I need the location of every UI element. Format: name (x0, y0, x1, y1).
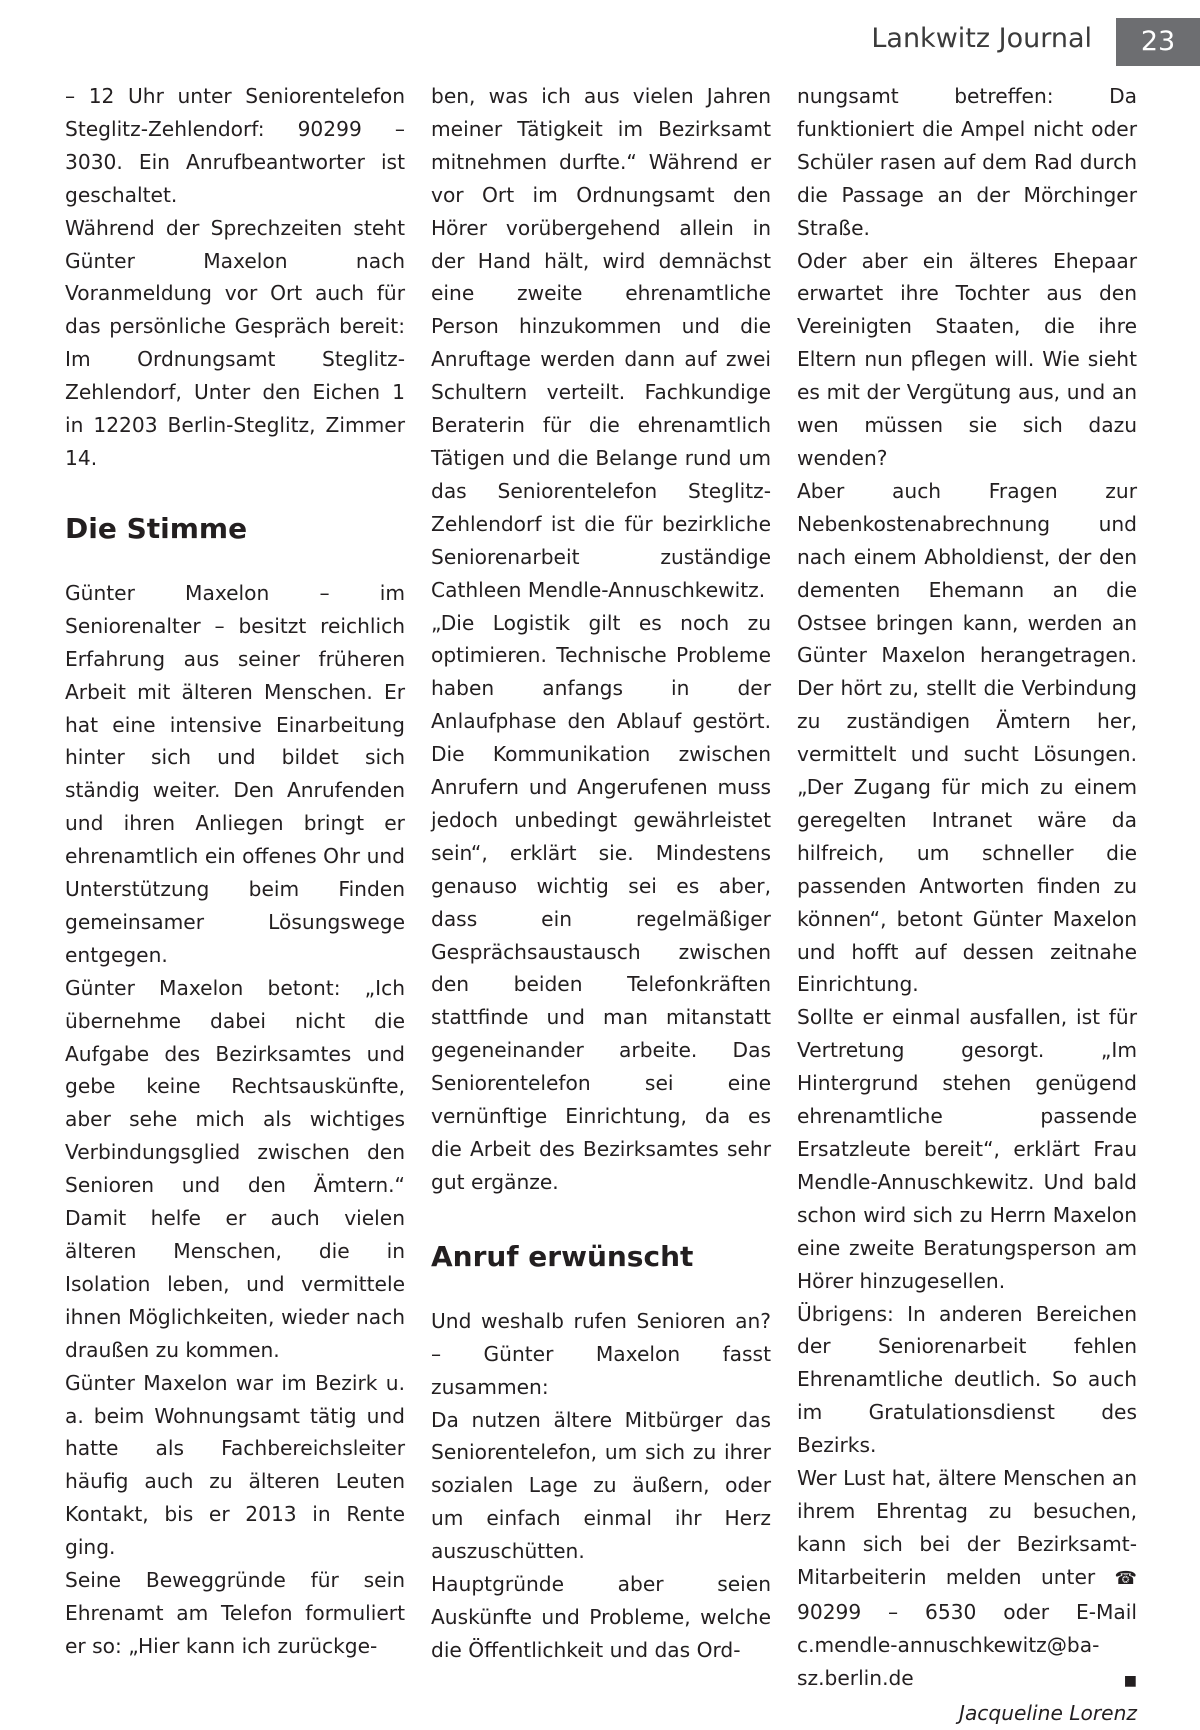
paragraph: nungsamt betreffen: Da funktioniert die Ampel nicht oder Schüler rasen auf dem Rad durch die Passage an der Mörchinger Straße. (797, 84, 1137, 240)
email-tail[interactable]: sz.berlin.de (797, 1665, 914, 1690)
paragraph: Oder aber ein älteres Ehepaar erwartet ihre Tochter aus den Vereinigten Staaten, die ihre Eltern nun pflegen will. Wie sieht es mit der Vergütung aus, und an wen müssen sie sich dazu wenden? (797, 248, 1137, 470)
article-column-1 (65, 80, 405, 1663)
paragraph: Übrigens: In anderen Bereichen der Seniorenarbeit fehlen Ehrenamtliche deutlich. So auch im Gratulationsdienst des Bezirks. (797, 1301, 1137, 1458)
article-column-3 (797, 80, 1137, 1730)
paragraph: Seine Beweggründe für sein Ehrenamt am Telefon formuliert er so: „Hier kann ich zurückge- (65, 1568, 405, 1658)
paragraph: Günter Maxelon betont: „Ich übernehme dabei nicht die Aufgabe des Bezirksamtes und gebe keine Rechtsauskünfte, aber sehe mich als wichtiges Verbindungsglied zwischen den Senioren und den Ämtern.“ Damit helfe er auch vielen älteren Menschen, die in Isolation leben, und vermittele ihnen Möglichkeiten, wieder nach draußen zu kommen. (65, 975, 405, 1362)
contact-details: 90299 – 6530 oder E-Mail c.mendle-annuschkewitz@ba- (797, 1599, 1137, 1657)
paragraph: Da nutzen ältere Mitbürger das Seniorentelefon, um sich zu ihrer sozialen Lage zu äußern, oder um einfach einmal ihr Herz auszuschütten. (431, 1407, 771, 1564)
section-heading-die-stimme: Die Stimme (65, 511, 248, 545)
article-column-2 (431, 80, 771, 1667)
journal-title: Lankwitz Journal (871, 23, 1092, 54)
paragraph: – 12 Uhr unter Seniorentelefon Steglitz-Zehlendorf: 90299 – 3030. Ein Anrufbeantworter ist geschaltet. (65, 84, 405, 207)
contact-email-end (797, 1662, 1137, 1698)
section-heading-anruf-erwuenscht: Anruf erwünscht (431, 1239, 694, 1273)
phone-icon: ☎ (1114, 1567, 1138, 1589)
author-byline: Jacqueline Lorenz (958, 1701, 1137, 1726)
paragraph: Günter Maxelon war im Bezirk u. a. beim Wohnungsamt tätig und hatte als Fachbereichsleiter häufig auch zu älteren Leuten Kontakt, bis er 2013 in Rente ging. (65, 1370, 405, 1560)
paragraph: Günter Maxelon – im Seniorenalter – besitzt reichlich Erfahrung aus seiner früheren Arbeit mit älteren Menschen. Er hat eine intensive Einarbeitung hinter sich und bildet sich ständig weiter. Den Anrufenden und ihren Anliegen bringt er ehrenamtlich ein offenes Ohr und Unterstützung beim Finden gemeinsamer Lösungswege entgegen. (65, 580, 405, 967)
paragraph-contact (797, 1462, 1137, 1661)
page-number: 23 (1116, 18, 1200, 66)
paragraph: Und weshalb rufen Senioren an? – Günter Maxelon fasst zusammen: (431, 1308, 771, 1399)
paragraph: Sollte er einmal ausfallen, ist für Vertretung gesorgt. „Im Hintergrund stehen genügend ehrenamtliche passende Ersatzleute bereit“, erklärt Frau Mendle-Annuschkewitz. Und bald schon wird sich zu Herrn Maxelon eine zweite Beratungsperson am Hörer hinzugesellen. (797, 1005, 1137, 1293)
paragraph: „Die Logistik gilt es noch zu optimieren. Technische Probleme haben anfangs in der Anlaufphase den Ablauf gestört. Die Kommunikation zwischen Anrufern und Angerufenen muss jedoch unbedingt gewährleistet sein“, erklärt sie. Mindestens genauso wichtig sei es aber, dass ein regelmäßiger Gesprächsaustausch zwischen den beiden Telefonkräften stattfinde und man mitanstatt gegeneinander arbeite. Das Seniorentelefon sei eine vernünftige Einrichtung, da es die Arbeit des Bezirksamtes sehr gut ergänze. (431, 610, 771, 1194)
paragraph: Aber auch Fragen zur Nebenkostenabrechnung und nach einem Abholdienst, der den dementen Ehemann an die Ostsee bringen kann, werden an Günter Maxelon herangetragen. Der hört zu, stellt die Verbindung zu zuständigen Ämtern her, vermittelt und sucht Lösungen. „Der Zugang für mich zu einem geregelten Intranet wäre da hilfreich, um schneller die passenden Antworten finden zu können“, betont Günter Maxelon und hofft auf dessen zeitnahe Einrichtung. (797, 478, 1137, 997)
paragraph: Hauptgründe aber seien Auskünfte und Probleme, welche die Öffentlichkeit und das Ord- (431, 1572, 771, 1662)
end-of-article-mark: ■ (1123, 1672, 1137, 1689)
paragraph: Während der Sprechzeiten steht Günter Maxelon nach Voranmeldung vor Ort auch für das persönliche Gespräch bereit: Im Ordnungsamt Steglitz-Zehlendorf, Unter den Eichen 1 in 12203 Berlin-Steglitz, Zimmer 14. (65, 215, 405, 470)
contact-intro: Wer Lust hat, ältere Menschen an ihrem Ehrentag zu besuchen, kann sich bei der Bezirksamt-Mitarbeiterin melden unter (797, 1466, 1137, 1589)
paragraph: ben, was ich aus vielen Jahren meiner Tätigkeit im Bezirksamt mitnehmen durfte.“ Während er vor Ort im Ordnungsamt den Hörer vorübergehend allein in der Hand hält, wird demnächst eine zweite ehrenamtliche Person hinzukommen und die Anruftage werden dann auf zwei Schultern verteilt. Fachkundige Beraterin für die ehrenamtlich Tätigen und die Belange rund um das Seniorentelefon Steglitz-Zehlendorf ist die für bezirkliche Seniorenarbeit zuständige Cathleen Mendle-Annuschkewitz. (431, 84, 771, 602)
page-header (0, 18, 1200, 60)
